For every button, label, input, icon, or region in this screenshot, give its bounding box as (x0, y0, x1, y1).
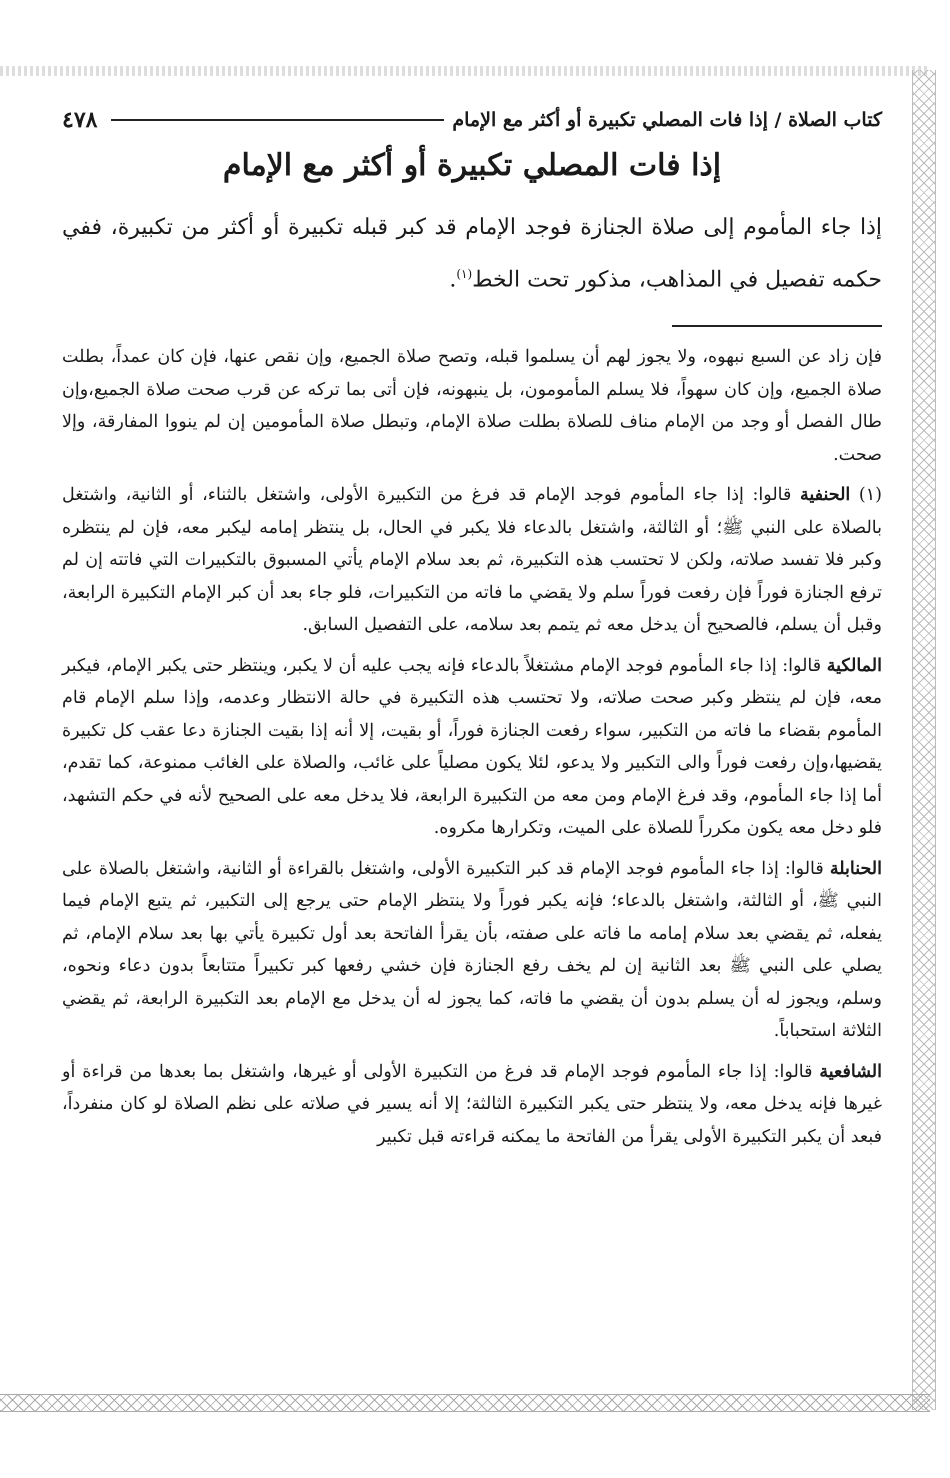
intro-end: . (449, 267, 457, 293)
running-head (62, 100, 882, 140)
footnote-maliki (62, 650, 882, 845)
hanbali-heading: الحنابلة (829, 858, 882, 879)
footnote-hanafi (62, 479, 882, 642)
page-number: ٤٧٨ (62, 107, 98, 133)
maliki-text: قالوا: إذا جاء المأموم فوجد الإمام مشتغلاً بالدعاء فإنه يجب عليه أن لا يكبر، وينتظر حتى يكبر الإمام، فيكبر معه، فإن لم ينتظر وكبر صحت صلاته، ولا تحتسب هذه التكبيرة في حالة الانتظار وعدمه، وإذا سلم الإمام قام المأموم بقضاء ما فاته من التكبير، سواء رفعت الجنازة فوراً، أو بقيت، إلا أنه إذا بقيت الجنازة دعا عقب كل تكبيرة يقضيها،وإن رفعت فوراً والى التكبير ولا يدعو، لئلا يكون مصلياً على غائب، والصلاة على الغائب ممنوعة، كما تقدم، أما إذا جاء المأموم، وقد فرغ الإمام ومن معه من التكبيرة الرابعة، فلا يدخل معه على الصحيح لأنه في حكم التشهد، فلو دخل معه يكون مكرراً للصلاة على الميت، وتكرارها مكروه. (62, 655, 882, 839)
bottom-ornament-border (0, 1394, 930, 1412)
right-ornament-border (912, 70, 936, 1410)
footnote-number: (١) (858, 485, 882, 506)
intro-text: إذا جاء المأموم إلى صلاة الجنازة فوجد الإمام قد كبر قبله تكبيرة أو أكثر من تكبيرة، ففي حكمه تفصيل في المذاهب، مذكور تحت الخط (62, 215, 882, 293)
shafii-heading: الشافعية (819, 1061, 882, 1082)
shafii-text: قالوا: إذا جاء المأموم فوجد الإمام قد فرغ من التكبيرة الأولى أو غيرها، واشتغل بما بعدها من قراءة أو غيرها فإنه يدخل معه، ولا ينتظر حتى يكبر التكبيرة الثالثة؛ إلا أنه يسير في صلاته على نظم الصلاة لو كان منفرداً، فبعد أن يكبر التكبيرة الأولى يقرأ من الفاتحة ما يمكنه قراءته قبل تكبير (62, 1061, 882, 1147)
hanafi-heading: الحنفية (800, 485, 851, 506)
book-page (62, 100, 882, 1161)
footnote-rule (672, 325, 882, 327)
footnote-continuation: فإن زاد عن السبع نبهوه، ولا يجوز لهم أن يسلموا قبله، وتصح صلاة الجميع، وإن نقص عنها، فإن كان عمداً، بطلت صلاة الجميع، وإن كان سهواً، فلا يسلم المأمومون، بل ينبهونه، فإن أتى بما تركه عن قرب صحت صلاة الجميع،وإن طال الفصل أو وجد من الإمام مناف للصلاة بطلت صلاة الإمام، وتبطل صلاة المأمومين إن لم ينووا المفارقة، وإلا صحت. (62, 347, 882, 465)
maliki-heading: المالكية (826, 655, 882, 676)
running-head-rule (111, 119, 444, 121)
intro-paragraph (62, 205, 882, 303)
footnote-marker: (١) (456, 267, 473, 281)
footnote-shafii (62, 1056, 882, 1154)
top-ornament-border (0, 66, 930, 76)
hanafi-text: قالوا: إذا جاء المأموم فوجد الإمام قد فرغ من التكبيرة الأولى، واشتغل بالثناء، أو الثانية، واشتغل بالصلاة على النبي ﷺ؛ أو الثالثة، واشتغل بالدعاء فلا يكبر في الحال، بل ينتظر إمامه ليكبر معه، فإن لم ينتظره وكبر فلا تفسد صلاته، ولكن لا تحتسب هذه التكبيرة، ثم بعد سلام الإمام يأتي المسبوق بالتكبيرات التي فاتته إن لم ترفع الجنازة فوراً فإن رفعت فوراً سلم ولا يقضي ما فاته من التكبيرات، فلو جاء بعد أن كبر الإمام التكبيرة الرابعة، وقبل أن يسلم، فالصحيح أن يدخل معه ثم يتمم بعد سلامه، على التفصيل السابق. (62, 485, 882, 636)
footnote-hanbali (62, 853, 882, 1048)
running-head-title: كتاب الصلاة / إذا فات المصلي تكبيرة أو أكثر مع الإمام (452, 109, 882, 131)
chapter-title: إذا فات المصلي تكبيرة أو أكثر مع الإمام (222, 148, 722, 183)
hanbali-text: قالوا: إذا جاء المأموم فوجد الإمام قد كبر التكبيرة الأولى، واشتغل بالقراءة أو الثانية، واشتغل بالصلاة على النبي ﷺ، أو الثالثة، واشتغل بالدعاء؛ فإنه يكبر فوراً ولا ينتظر الإمام حتى يرجع إلى التكبير، ثم يتبع الإمام فيما يفعله، ثم يقضي بعد سلام إمامه ما فاته على صفته، بأن يقرأ الفاتحة بعد أول تكبيرة يأتي بها بعد سلام الإمام، ثم يصلي على النبي ﷺ بعد الثانية إن لم يخف رفع الجنازة فإن خشي رفعها كبر تكبيراً متتابعاً بدون دعاء ونحوه، وسلم، ويجوز له أن يسلم بدون أن يقضي ما فاته، كما يجوز له أن يدخل مع الإمام بعد التكبيرة الرابعة، ثم يقضي الثلاثة استحباباً. (62, 858, 882, 1042)
